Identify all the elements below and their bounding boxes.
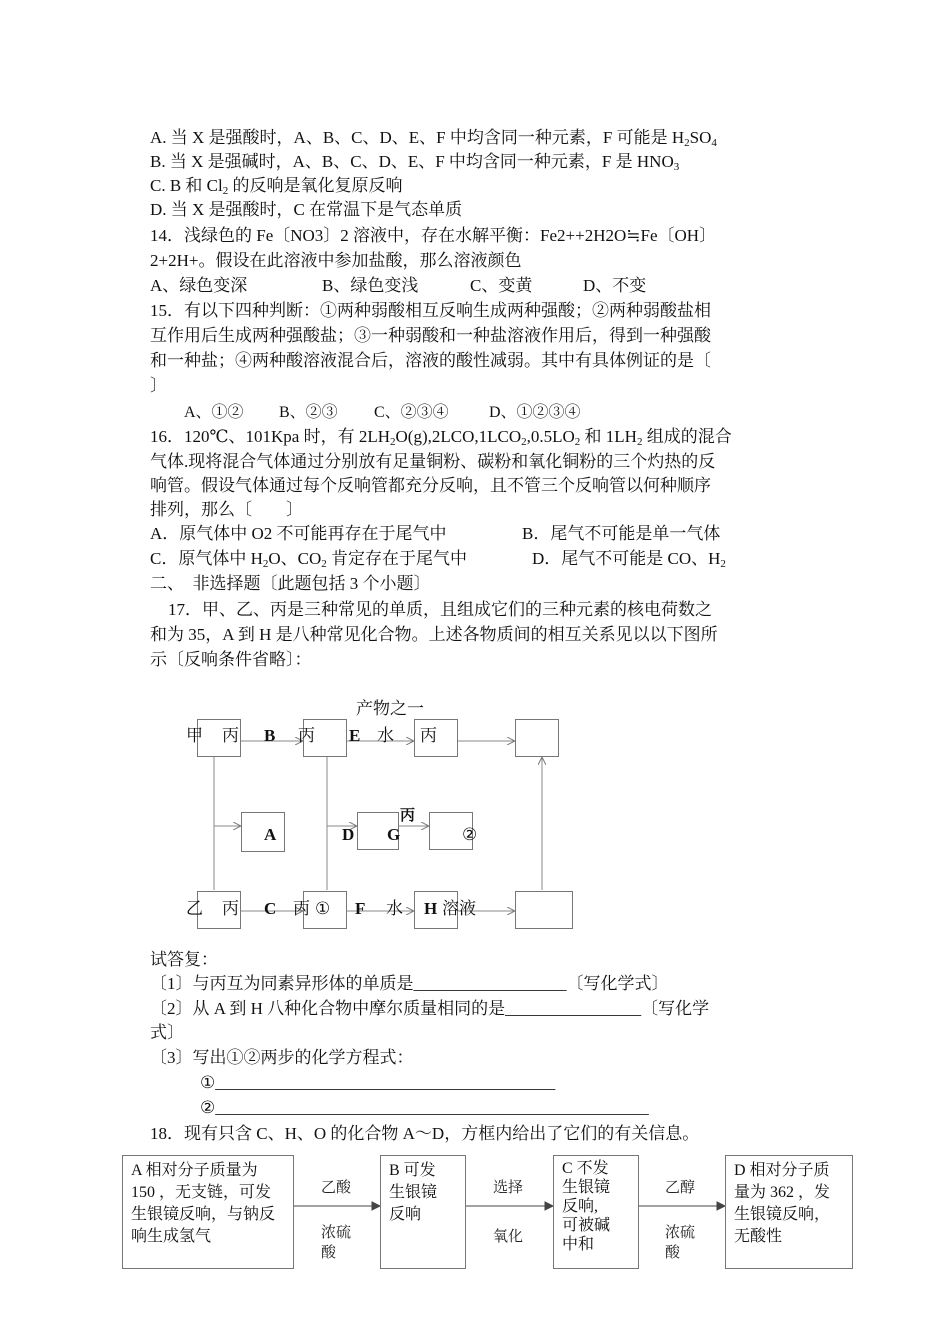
q15-option: D、①②③④ [489,404,581,421]
diagram-label: 丙 [222,726,239,745]
diagram-box [241,812,285,852]
q16-stem-line1: 16．120℃、101Kpa 时，有 $2LH_2O(g),2LCO,1LCO_2,0.5LO_2$ 和 $1LH_2$ 组成的混合 [150,427,732,448]
q18-box-d-line: 无酸性 [734,1228,783,1245]
q18-arrow3-condition-line: 浓硫 [665,1225,696,1241]
q16-option-a: A．原气体中 O2 不可能再存在于尾气中 [150,524,447,543]
diagram-label: E [349,726,361,745]
q18-box-a-line: 生银镜反响，与钠反 [131,1206,276,1223]
q17-answer-intro: 试答复： [150,950,218,969]
q18-box-d-line: D 相对分子质 [734,1162,830,1179]
q16-stem-line3: 响管。假设气体通过每个反响管都充分反响，且不管三个反响管以何种顺序 [150,476,711,495]
q18-box-c-line: 可被碱 [562,1217,611,1234]
diagram-label: 丙 [420,726,437,745]
q15-stem-line2: 互作用后生成两种强酸盐；③一种弱酸和一种盐溶液作用后，得到一种强酸 [150,326,711,345]
q14-options [150,274,646,298]
q13-option-c: C. B 和 $Cl_2$ 的反响是氧化复原反响 [150,176,403,197]
diagram-label: 丙 [298,726,315,745]
q18-box-a-line: 150 ，无支链，可发 [131,1184,272,1201]
diagram-label: 水 [377,726,394,745]
q17-stem-line2: 和为 35，A 到 H 是八种常见化合物。上述各物质间的相互关系见以以下图所 [150,625,718,644]
diagram-label: D [342,825,355,844]
diagram-label: B [264,726,276,745]
diagram-label: ① [315,899,331,918]
q17-answer-blank-2[interactable]: ②___________________________________________________ [200,1098,649,1117]
q18-stem: 18．现有只含 C、H、O 的化合物 A～D，方框内给出了它们的有关信息。 [150,1124,700,1143]
q15-option: B、②③ [279,404,338,421]
q18-arrow1-condition-line: 酸 [321,1245,337,1261]
q17-stem-line3: 示〔反响条件省略〕： [150,650,312,669]
diagram-label: H [424,899,438,918]
q17-sub2-line1: 〔2〕从 A 到 H 八种化合物中摩尔质量相同的是________________〔写化学 [150,999,710,1018]
q18-box-c [553,1155,639,1269]
q13-option-d: D. 当 X 是强酸时，C 在常温下是气态单质 [150,200,463,219]
q15-option: A、①② [184,404,244,421]
q14-option: C、变黄 [470,276,533,295]
q15-options [184,401,581,425]
q18-box-a-line: A 相对分子质量为 [131,1162,258,1179]
q14-stem-line1: 14．浅绿色的 Fe〔NO3〕2 溶液中，存在水解平衡：Fe2++2H2O≒Fe〔OH〕 [150,226,717,245]
q15-option: C、②③④ [374,404,449,421]
diagram-label: 溶液 [442,899,476,918]
q15-stem-line4: 〕 [150,376,167,395]
q17-stem-line1: 17．甲、乙、丙是三种常见的单质，且组成它们的三种元素的核电荷数之 [168,600,712,619]
diagram-label: 水 [386,899,403,918]
q15-stem-line3: 和一种盐；④两种酸溶液混合后，溶液的酸性减弱。其中有具体例证的是〔 [150,351,711,370]
q13-option-a: A. 当 X 是强酸时，A、B、C、D、E、F 中均含同一种元素，F 可能是 $H_2SO_4$ [150,128,717,149]
q18-box-b-line: 反响 [389,1206,422,1223]
diagram-label: C [264,899,277,918]
q18-arrow1-reagent: 乙酸 [321,1180,352,1196]
q17-sub3: 〔3〕写出①②两步的化学方程式： [150,1048,414,1067]
q18-box-c-line: 生银镜 [562,1179,611,1196]
q18-arrow3-condition [665,1223,695,1263]
q14-option: B、绿色变浅 [322,276,419,295]
diagram-label: A [264,825,277,844]
q18-arrow2-condition: 氧化 [493,1229,524,1245]
diagram-label: F [355,899,366,918]
q18-box-c-line: 中和 [562,1236,595,1253]
q18-box-c-line: 反响, [562,1198,599,1215]
diagram-product-label: 产物之一 [356,699,424,718]
q15-stem-line1: 15．有以下四种判断：①两种弱酸相互反响生成两种强酸；②两种弱酸盐相 [150,301,711,320]
q18-box-d-line: 生银镜反响， [734,1206,831,1223]
diagram-label: G [387,825,401,844]
diagram-box [515,719,559,757]
diagram-label: 丙 [222,899,239,918]
diagram-label: 丙 [400,808,416,824]
q18-box-d [725,1155,853,1269]
q18-arrow2-reagent: 选择 [493,1180,524,1196]
section-heading: 二、 非选择题〔此题包括 3 个小题〕 [150,574,431,593]
q16-option-d: D．尾气不可能是 CO、$H_2$ [532,549,726,570]
q18-box-a [122,1155,294,1269]
q16-stem-line2: 气体.现将混合气体通过分别放有足量铜粉、碳粉和氧化铜粉的三个灼热的反 [150,452,716,471]
q16-option-c: C．原气体中 $H_2O$、$CO_2$ 肯定存在于尾气中 [150,549,468,570]
q14-option: D、不变 [583,276,647,295]
q16-option-b: B．尾气不可能是单一气体 [522,524,721,543]
q18-arrow1-condition [321,1223,351,1263]
q13-option-b: B. 当 X 是强碱时，A、B、C、D、E、F 中均含同一种元素，F 是 $HNO_3$ [150,152,680,173]
q18-box-d-line: 量为 362 ，发 [734,1184,831,1201]
q17-sub2-line2: 式〕 [150,1023,184,1042]
q14-stem-line2: 2+2H+。假设在此溶液中参加盐酸，那么溶液颜色 [150,251,522,270]
diagram-box [515,891,573,929]
q18-box-b-line: 生银镜 [389,1184,438,1201]
q17-answer-blank-1[interactable]: ①________________________________________ [200,1073,556,1092]
diagram-label: 丙 [293,899,310,918]
diagram-label: 乙 [186,899,203,918]
q18-arrow3-condition-line: 酸 [665,1245,681,1261]
q17-sub1: 〔1〕与丙互为同素异形体的单质是__________________〔写化学式〕 [150,974,669,993]
q16-stem-line4: 排列，那么〔 〕 [150,500,303,519]
diagram-label: 甲 [186,726,203,745]
q18-box-c-line: C 不发 [562,1160,609,1177]
q18-box-b [380,1155,466,1269]
q14-option: A、绿色变深 [150,276,248,295]
q18-box-b-line: B 可发 [389,1162,436,1179]
diagram-label: ② [462,825,478,844]
q18-arrow3-reagent: 乙醇 [665,1180,696,1196]
q18-arrow1-condition-line: 浓硫 [321,1225,352,1241]
q18-box-a-line: 响生成氢气 [131,1228,212,1245]
